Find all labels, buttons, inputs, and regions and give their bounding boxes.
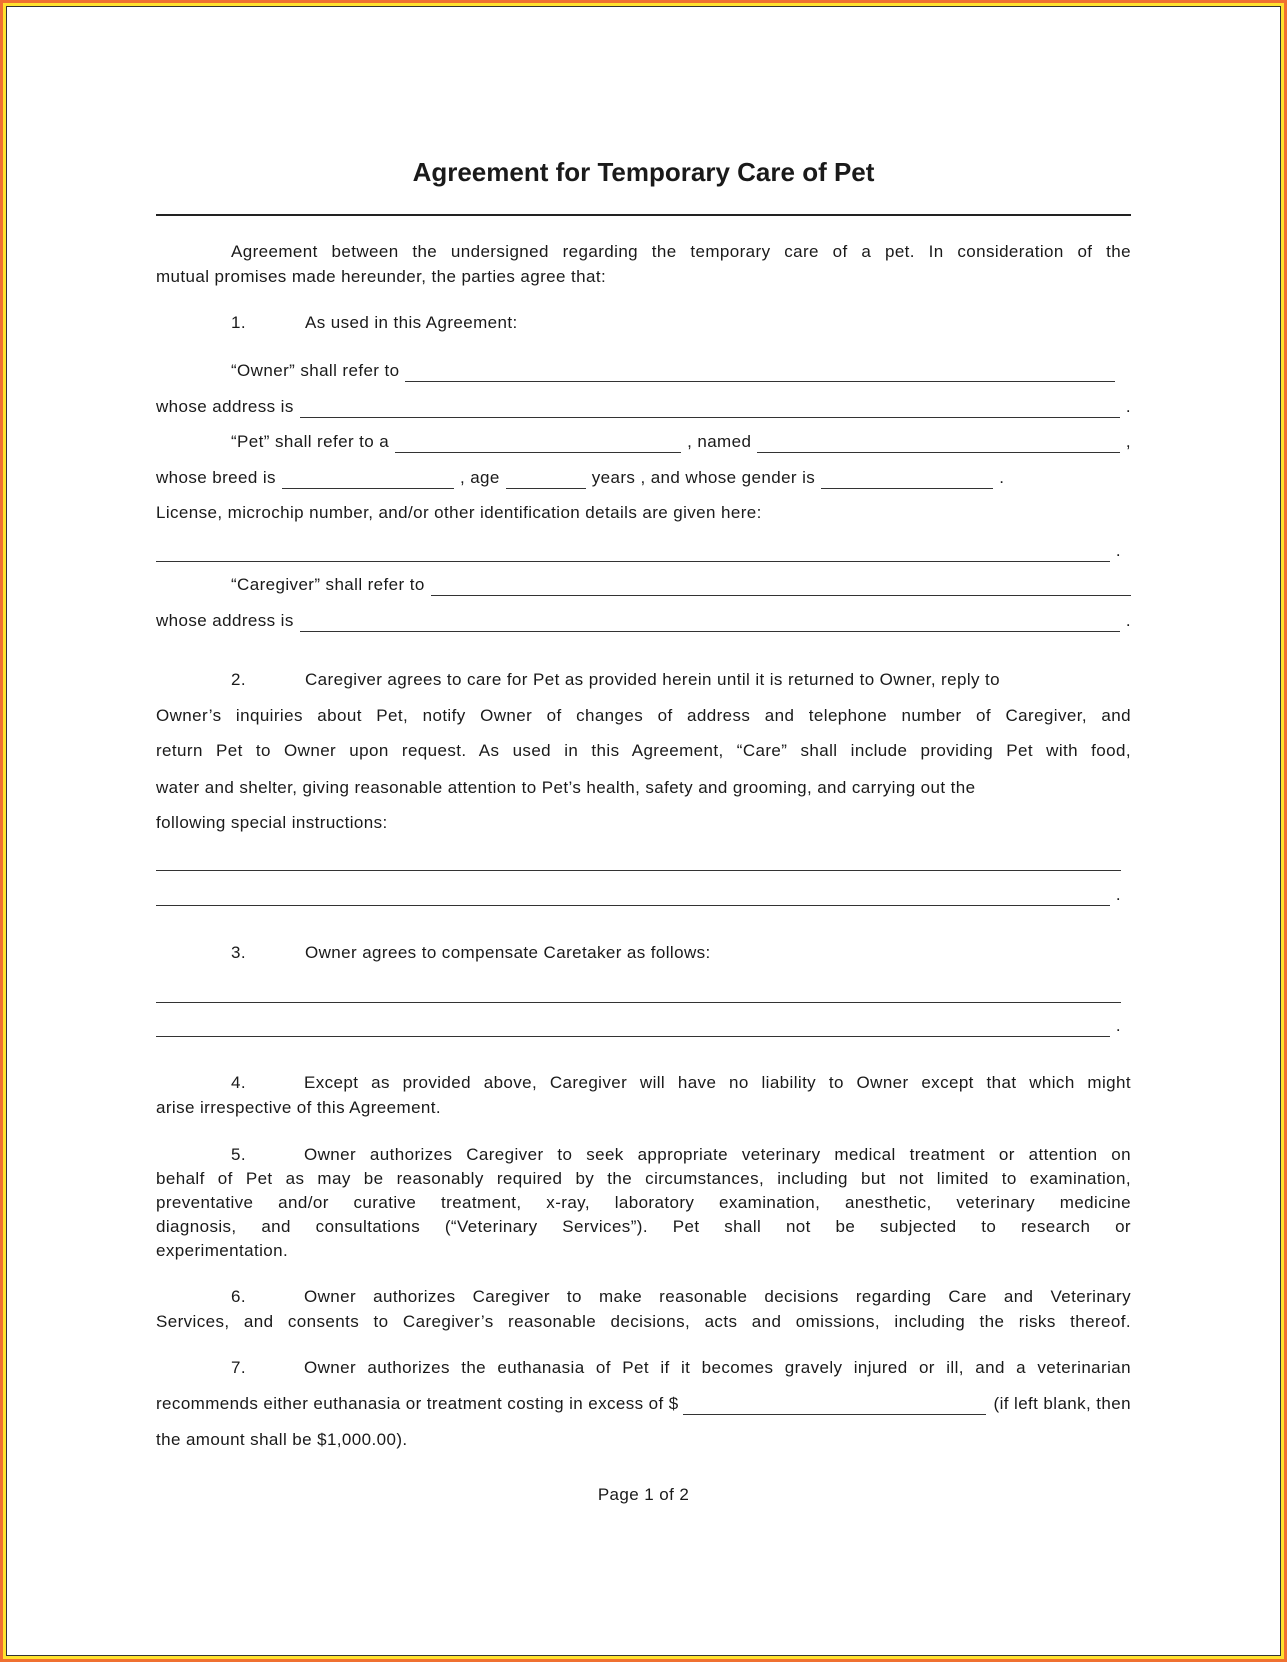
section-5-line: behalf of Pet as may be reasonably required by the circumstances, including but not limited to examination,: [156, 1169, 1131, 1188]
section-3: 3. Owner agrees to compensate Caretaker as follows:: [231, 943, 711, 962]
caregiver-line: “Caregiver” shall refer to: [231, 574, 1131, 596]
intro-line-1: Agreement between the undersigned regarding the temporary care of a pet. In consideration of the: [231, 242, 1131, 261]
section-5-line: experimentation.: [156, 1241, 289, 1260]
section-7-head: 7. Owner authorizes the euthanasia of Pet if it becomes gravely injured or ill, and a veterinarian: [231, 1358, 1131, 1377]
section-4-line: arise irrespective of this Agreement.: [156, 1098, 442, 1117]
compensation-line-2: .: [156, 1015, 1121, 1037]
gender-field[interactable]: [821, 472, 993, 489]
section-2-line: Owner’s inquiries about Pet, notify Owner of changes of address and telephone number of Caregiver, and: [156, 706, 1131, 725]
title-rule: [156, 214, 1131, 216]
owner-line: “Owner” shall refer to: [231, 360, 1121, 382]
owner-address-field[interactable]: [300, 401, 1120, 418]
section-1: 1. As used in this Agreement:: [231, 313, 518, 332]
section-2-line: following special instructions:: [156, 813, 388, 832]
section-6-line: Services, and consents to Caregiver’s reasonable decisions, acts and omissions, including the risks thereof.: [156, 1312, 1131, 1331]
euthanasia-amount-field[interactable]: [683, 1398, 986, 1415]
page-number: Page 1 of 2: [597, 1485, 690, 1504]
caregiver-name-field[interactable]: [431, 579, 1131, 596]
instructions-line-1: [156, 849, 1121, 871]
breed-line: whose breed is , age years , and whose gender is .: [156, 468, 1005, 487]
instructions-field-1[interactable]: [156, 854, 1121, 871]
section-2-line: water and shelter, giving reasonable attention to Pet’s health, safety and grooming, and carrying out the: [156, 778, 976, 797]
pet-type-field[interactable]: [395, 436, 681, 453]
owner-name-field[interactable]: [405, 365, 1115, 382]
instructions-line-2: .: [156, 884, 1121, 906]
compensation-line-1: [156, 981, 1121, 1003]
pet-name-field[interactable]: [757, 436, 1120, 453]
section-7-line: recommends either euthanasia or treatment costing in excess of $ (if left blank, then: [156, 1394, 1131, 1413]
caregiver-address-field[interactable]: [300, 615, 1120, 632]
license-label: License, microchip number, and/or other identification details are given here:: [156, 503, 762, 522]
instructions-field-2[interactable]: [156, 889, 1110, 906]
pet-line: “Pet” shall refer to a , named ,: [231, 432, 1131, 451]
section-2-line: return Pet to Owner upon request. As used in this Agreement, “Care” shall include providing Pet with food,: [156, 741, 1131, 760]
section-2-head: 2. Caregiver agrees to care for Pet as provided herein until it is returned to Owner, reply to: [231, 670, 1001, 689]
owner-address-line: whose address is .: [156, 397, 1131, 416]
age-field[interactable]: [506, 472, 586, 489]
section-4-head: 4. Except as provided above, Caregiver will have no liability to Owner except that which might: [231, 1073, 1131, 1092]
breed-field[interactable]: [282, 472, 454, 489]
section-5-line: diagnosis, and consultations (“Veterinary Services”). Pet shall not be subjected to research or: [156, 1217, 1131, 1236]
intro-line-2: mutual promises made hereunder, the parties agree that:: [156, 267, 607, 286]
compensation-field-2[interactable]: [156, 1020, 1110, 1037]
section-6-head: 6. Owner authorizes Caregiver to make reasonable decisions regarding Care and Veterinary: [231, 1287, 1131, 1306]
section-7-line: the amount shall be $1,000.00).: [156, 1430, 408, 1449]
compensation-field-1[interactable]: [156, 986, 1121, 1003]
section-5-head: 5. Owner authorizes Caregiver to seek appropriate veterinary medical treatment or attention on: [231, 1145, 1131, 1164]
license-field[interactable]: [156, 545, 1110, 562]
caregiver-address-line: whose address is .: [156, 611, 1131, 630]
license-line: .: [156, 540, 1121, 562]
section-5-line: preventative and/or curative treatment, x-ray, laboratory examination, anesthetic, veterinary medicine: [156, 1193, 1131, 1212]
document-title: Agreement for Temporary Care of Pet: [412, 157, 875, 187]
